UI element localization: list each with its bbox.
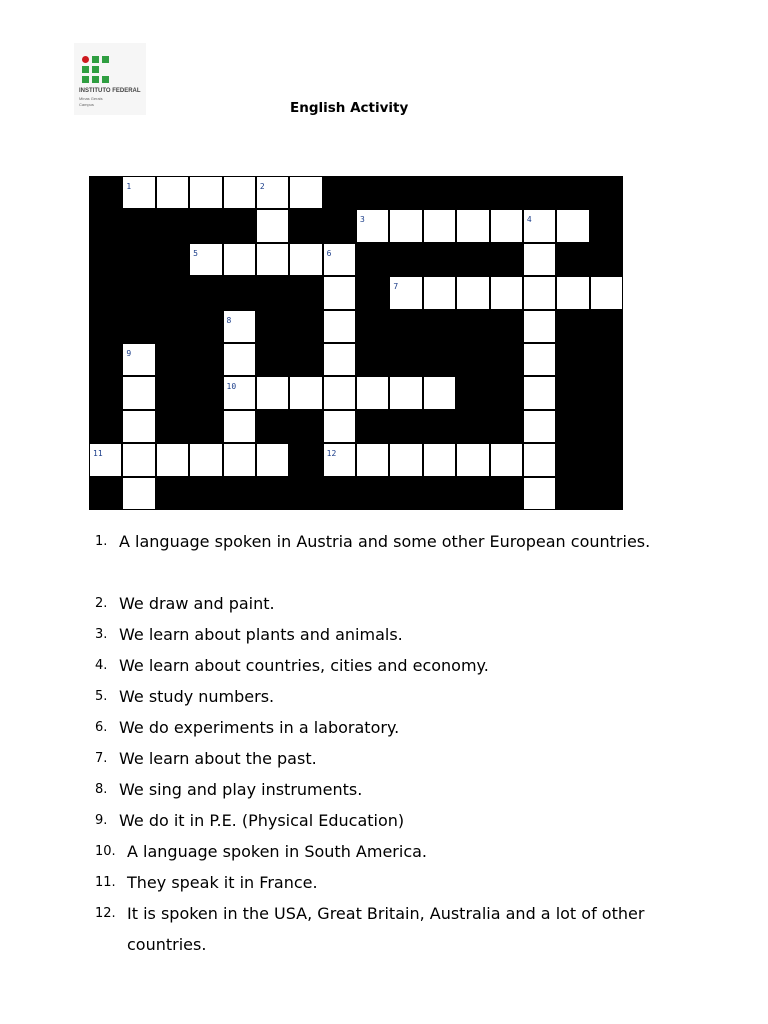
crossword-cell[interactable]: [323, 410, 356, 443]
cell-number: 11: [93, 449, 103, 459]
clue-text: We learn about countries, cities and economy.: [119, 656, 489, 675]
crossword-cell[interactable]: [289, 376, 322, 409]
cell-number: 8: [226, 315, 232, 325]
crossword-cell[interactable]: [389, 276, 422, 309]
logo-mark-icon: [82, 56, 109, 83]
cell-number: 10: [226, 382, 237, 392]
cell-number: 9: [126, 349, 132, 358]
crossword-cell[interactable]: [523, 443, 556, 476]
clue-item: [95, 898, 695, 960]
crossword-grid: [89, 176, 623, 510]
crossword-cell[interactable]: [423, 276, 456, 309]
crossword-cell[interactable]: [256, 176, 289, 209]
crossword-cell[interactable]: [356, 376, 389, 409]
clue-number: 1.: [95, 534, 108, 549]
crossword-cell[interactable]: [223, 176, 256, 209]
clue-item: [95, 774, 695, 805]
crossword-cell[interactable]: [490, 276, 523, 309]
crossword-cell[interactable]: [323, 343, 356, 376]
crossword-cell[interactable]: [523, 276, 556, 309]
crossword-cell[interactable]: [523, 343, 556, 376]
crossword-cell[interactable]: [289, 243, 322, 276]
institution-logo: [74, 43, 146, 115]
cell-number: 1: [126, 182, 132, 191]
crossword-cell[interactable]: [223, 410, 256, 443]
clue-text: We sing and play instruments.: [119, 780, 363, 799]
crossword-cell[interactable]: [523, 243, 556, 276]
crossword-cell[interactable]: [556, 276, 589, 309]
crossword-cell[interactable]: [323, 276, 356, 309]
clue-text: We study numbers.: [119, 687, 275, 706]
crossword-cell[interactable]: [523, 477, 556, 510]
cell-number: 2: [259, 182, 265, 191]
crossword-cell[interactable]: [256, 209, 289, 242]
crossword-cell[interactable]: [256, 376, 289, 409]
crossword-cell[interactable]: [456, 443, 489, 476]
clue-number: 4.: [95, 658, 108, 673]
clue-item: [95, 526, 695, 588]
clue-item: [95, 619, 695, 650]
crossword-cell[interactable]: [223, 310, 256, 343]
crossword-cell[interactable]: [356, 209, 389, 242]
crossword-cell[interactable]: [389, 209, 422, 242]
crossword-cell[interactable]: [223, 376, 256, 409]
crossword-cell[interactable]: [122, 443, 155, 476]
page-title: English Activity: [290, 100, 409, 116]
crossword-cell[interactable]: [89, 443, 122, 476]
crossword-cell[interactable]: [490, 443, 523, 476]
crossword-cell[interactable]: [323, 443, 356, 476]
clue-text: We do experiments in a laboratory.: [119, 718, 400, 737]
crossword-cell[interactable]: [189, 443, 222, 476]
crossword-cell[interactable]: [223, 443, 256, 476]
clue-item: [95, 681, 695, 712]
clue-text: A language spoken in South America.: [127, 842, 427, 861]
logo-name: INSTITUTO FEDERAL: [79, 88, 141, 94]
crossword-cell[interactable]: [556, 209, 589, 242]
clue-text: It is spoken in the USA, Great Britain, Australia and a lot of other countries.: [127, 904, 645, 954]
crossword-cell[interactable]: [423, 376, 456, 409]
cell-number: 3: [360, 215, 365, 225]
crossword-cell[interactable]: [423, 443, 456, 476]
clue-item: [95, 743, 695, 774]
crossword-cell[interactable]: [223, 243, 256, 276]
crossword-cell[interactable]: [156, 443, 189, 476]
clue-text: A language spoken in Austria and some other European countries.: [119, 532, 651, 551]
crossword-cell[interactable]: [523, 376, 556, 409]
crossword-cell[interactable]: [289, 176, 322, 209]
clue-number: 8.: [95, 782, 108, 797]
crossword-cell[interactable]: [323, 376, 356, 409]
crossword-cell[interactable]: [122, 410, 155, 443]
crossword-cell[interactable]: [523, 209, 556, 242]
clue-list: [95, 526, 695, 960]
clue-text: We learn about the past.: [119, 749, 317, 768]
crossword-cell[interactable]: [523, 410, 556, 443]
crossword-cell[interactable]: [456, 276, 489, 309]
cell-number: 6: [326, 248, 332, 258]
crossword-cell[interactable]: [389, 443, 422, 476]
clue-number: 9.: [95, 813, 108, 828]
crossword-cell[interactable]: [122, 343, 155, 376]
clue-number: 7.: [95, 751, 108, 766]
crossword-cell[interactable]: [122, 477, 155, 510]
cell-number: 12: [326, 449, 337, 459]
crossword-cell[interactable]: [323, 310, 356, 343]
crossword-cell[interactable]: [223, 343, 256, 376]
crossword-cell[interactable]: [189, 176, 222, 209]
crossword-cell[interactable]: [590, 276, 623, 309]
logo-subtitle: Minas Gerais: [79, 96, 103, 101]
crossword-cell[interactable]: [389, 376, 422, 409]
crossword-cell[interactable]: [523, 310, 556, 343]
clue-item: [95, 650, 695, 681]
crossword-cell[interactable]: [423, 209, 456, 242]
clue-item: [95, 867, 695, 898]
crossword-cell[interactable]: [356, 443, 389, 476]
clue-number: 11.: [95, 875, 116, 890]
clue-item: [95, 712, 695, 743]
clue-number: 5.: [95, 689, 108, 704]
clue-number: 12.: [95, 906, 116, 921]
clue-item: [95, 836, 695, 867]
crossword-cell[interactable]: [189, 243, 222, 276]
clue-number: 6.: [95, 720, 108, 735]
clue-text: We draw and paint.: [119, 594, 275, 613]
cell-number: 7: [393, 282, 399, 292]
cell-number: 5: [193, 248, 198, 258]
clue-number: 3.: [95, 627, 108, 642]
clue-number: 2.: [95, 596, 108, 611]
crossword-cell[interactable]: [256, 243, 289, 276]
clue-number: 10.: [95, 844, 116, 859]
crossword-cell[interactable]: [122, 176, 155, 209]
cell-number: 4: [526, 215, 532, 225]
crossword-cell[interactable]: [490, 209, 523, 242]
crossword-cell[interactable]: [323, 243, 356, 276]
crossword-cell[interactable]: [256, 443, 289, 476]
clue-text: We learn about plants and animals.: [119, 625, 403, 644]
clue-item: [95, 588, 695, 619]
clue-text: We do it in P.E. (Physical Education): [119, 811, 405, 830]
crossword-cell[interactable]: [456, 209, 489, 242]
clue-text: They speak it in France.: [127, 873, 318, 892]
logo-subtitle: Campus: [79, 102, 94, 107]
crossword-cell[interactable]: [156, 176, 189, 209]
clue-item: [95, 805, 695, 836]
crossword-cell[interactable]: [122, 376, 155, 409]
